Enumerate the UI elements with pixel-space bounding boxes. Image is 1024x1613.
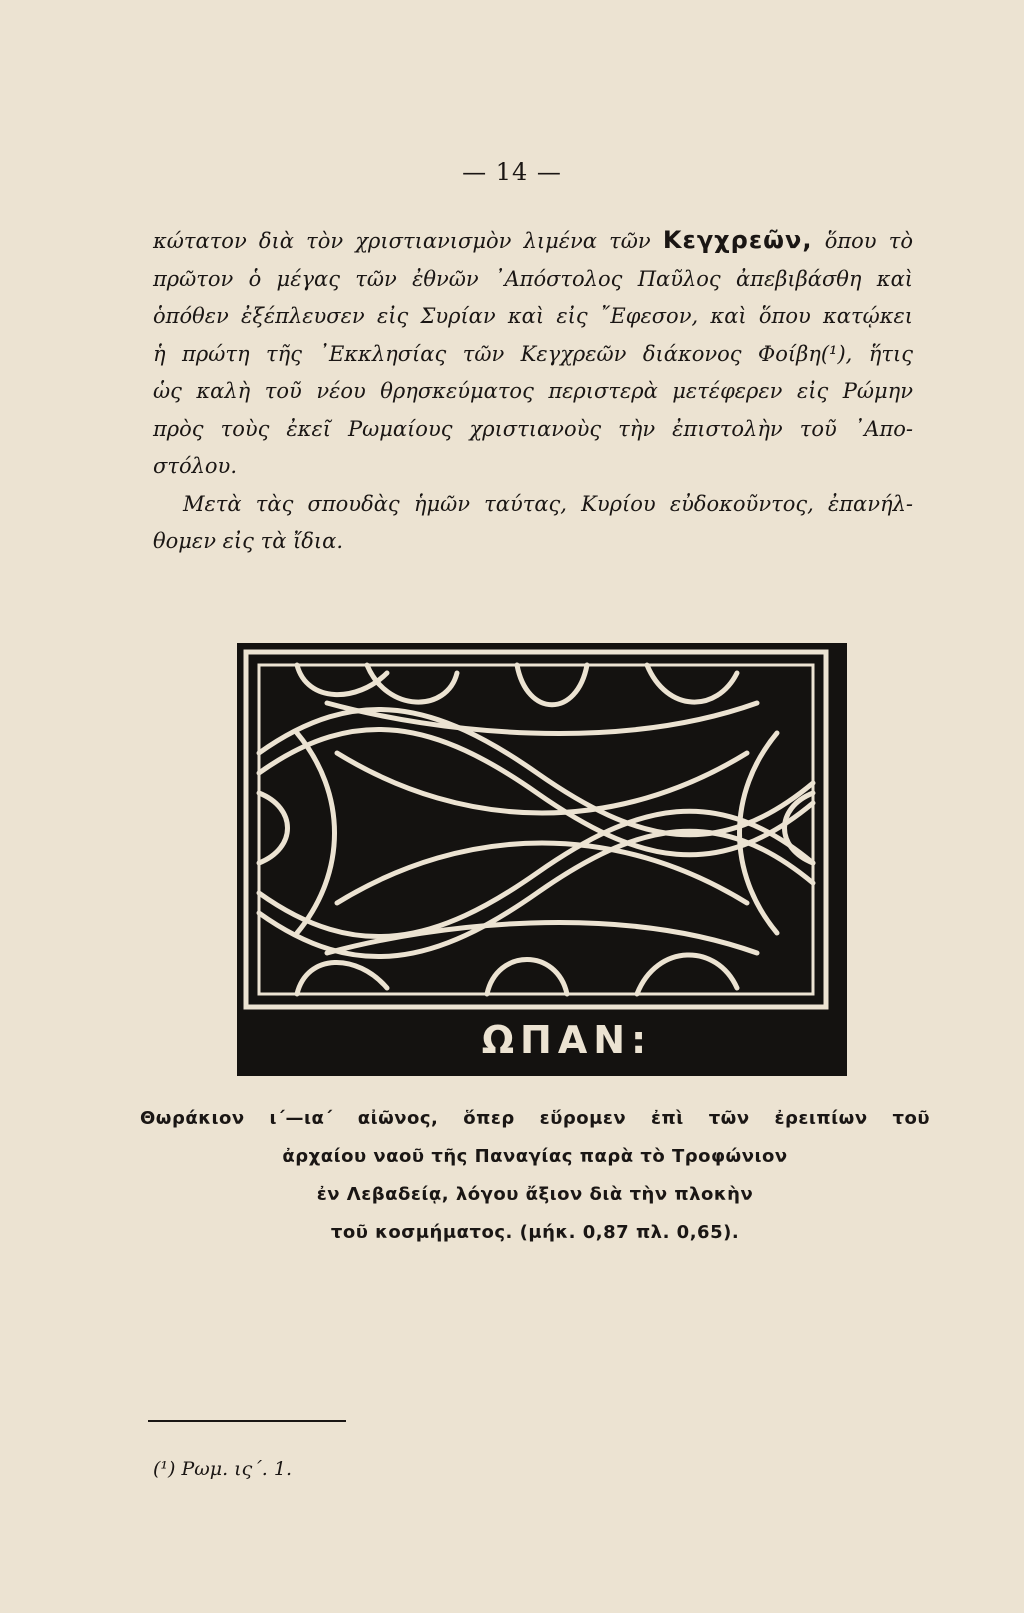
- caption-line-3: ἐν Λεβαδείᾳ, λόγου ἄξιον διὰ τὴν πλοκὴν: [316, 1184, 754, 1205]
- body-line-5: ὡς καλὴ τοῦ νέου θρησκεύματος περιστερὰ μετέφερεν εἰς Ρώμην: [153, 379, 913, 403]
- bold-place-name: Κεγχρεῶν,: [662, 226, 813, 254]
- body-line-3: ὁπόθεν ἐξέπλευσεν εἰς Συρίαν καὶ εἰς ῎Εφεσον, καὶ ὅπου κατῴκει: [153, 304, 913, 328]
- caption-line-4: τοῦ κοσμήματος. (μήκ. 0,87 πλ. 0,65).: [330, 1222, 740, 1243]
- interlace-ornament: [237, 643, 847, 1076]
- page-number: — 14 —: [462, 158, 562, 186]
- carved-panel-figure: [237, 643, 847, 1076]
- footnote: (¹) Ρωμ. ις΄. 1.: [153, 1458, 292, 1480]
- body-line-1-end: ὅπου τὸ: [824, 229, 913, 253]
- body-line-1-start: κώτατον διὰ τὸν χριστιανισμὸν λιμένα τῶν: [153, 229, 651, 253]
- figure-caption: [140, 1100, 930, 1252]
- body-line-6: πρὸς τοὺς ἐκεῖ Ρωμαίους χριστιανοὺς τὴν ἐπιστολὴν τοῦ ᾿Απο-: [153, 416, 913, 441]
- caption-line-1: Θωράκιον ι΄—ια΄ αἰῶνος, ὅπερ εὕρομεν ἐπὶ τῶν ἐρειπίων τοῦ: [140, 1108, 930, 1129]
- body-line-1: [153, 222, 913, 261]
- body-text: [153, 222, 913, 561]
- body-line-2: πρῶτον ὁ μέγας τῶν ἐθνῶν ᾿Απόστολος Παῦλος ἀπεβιβάσθη καὶ: [153, 266, 913, 291]
- panel-background: [237, 643, 847, 1076]
- body-line-4: ἡ πρώτη τῆς ᾿Εκκλησίας τῶν Κεγχρεῶν διάκονος Φοίβη(¹), ἥτις: [153, 341, 913, 366]
- body-line-7: στόλου.: [153, 454, 237, 478]
- footnote-divider: [148, 1420, 346, 1422]
- body-line-9: θομεν εἰς τὰ ἴδια.: [153, 529, 344, 553]
- caption-line-2: ἀρχαίου ναοῦ τῆς Παναγίας παρὰ τὸ Τροφώνιον: [282, 1146, 788, 1167]
- body-line-8: Μετὰ τὰς σπουδὰς ἡμῶν ταύτας, Κυρίου εὐδοκοῦντος, ἐπανήλ-: [183, 491, 913, 516]
- inscription-text: ΩΠΑΝ:: [481, 1018, 653, 1062]
